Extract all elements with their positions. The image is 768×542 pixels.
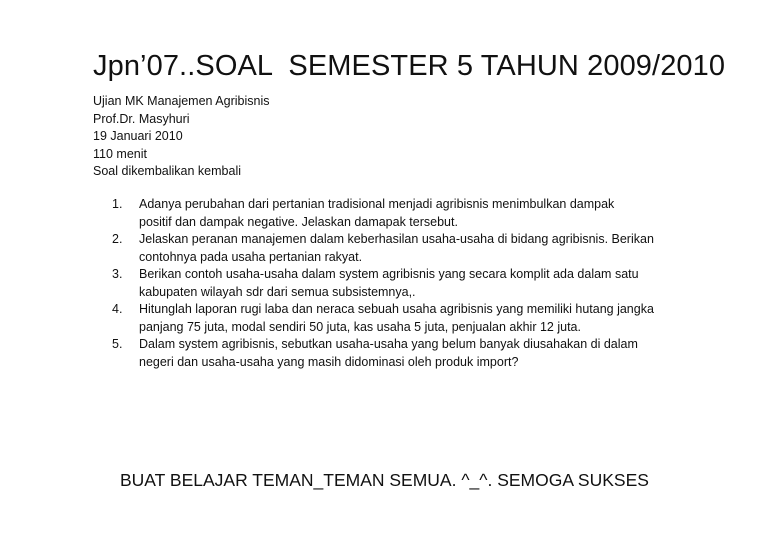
exam-duration: 110 menit [93,146,147,161]
question-number: 2. [112,232,123,246]
question-item [112,196,712,231]
question-list [112,196,712,371]
page-title: Jpn’07..SOAL SEMESTER 5 TAHUN 2009/2010 [93,50,726,82]
exam-note: Soal dikembalikan kembali [93,164,241,178]
question-item [112,266,712,301]
question-line: positif dan dampak negative. Jelaskan damapak tersebut. [139,214,458,229]
question-line: panjang 75 juta, modal sendiri 50 juta, kas usaha 5 juta, penjualan akhir 12 juta. [139,319,581,334]
exam-course: Ujian MK Manajemen Agribisnis [93,94,270,108]
question-item [112,301,712,336]
question-line: Dalam system agribisnis, sebutkan usaha-usaha yang belum banyak diusahakan di dalam [139,337,638,351]
question-line: Berikan contoh usaha-usaha dalam system agribisnis yang secara komplit ada dalam satu [139,267,639,281]
footer-message: BUAT BELAJAR TEMAN_TEMAN SEMUA. ^_^. SEMOGA SUKSES [120,470,649,490]
question-line: Adanya perubahan dari pertanian tradisional menjadi agribisnis menimbulkan dampak [139,197,615,211]
question-number: 5. [112,337,123,351]
question-line: Hitunglah laporan rugi laba dan neraca sebuah usaha agribisnis yang memiliki hutang jangka [139,302,654,316]
question-line: kabupaten wilayah sdr dari semua subsistemnya,. [139,284,416,299]
exam-info [93,93,269,181]
exam-date: 19 Januari 2010 [93,129,183,143]
question-line: contohnya pada usaha pertanian rakyat. [139,249,363,264]
question-number: 1. [112,197,123,211]
question-item [112,231,712,266]
exam-lecturer: Prof.Dr. Masyhuri [93,111,190,126]
question-line: Jelaskan peranan manajemen dalam keberhasilan usaha-usaha di bidang agribisnis. Berikan [139,232,654,246]
question-line: negeri dan usaha-usaha yang masih didominasi oleh produk import? [139,354,519,369]
question-item [112,336,712,371]
question-number: 4. [112,302,123,316]
question-number: 3. [112,267,123,281]
